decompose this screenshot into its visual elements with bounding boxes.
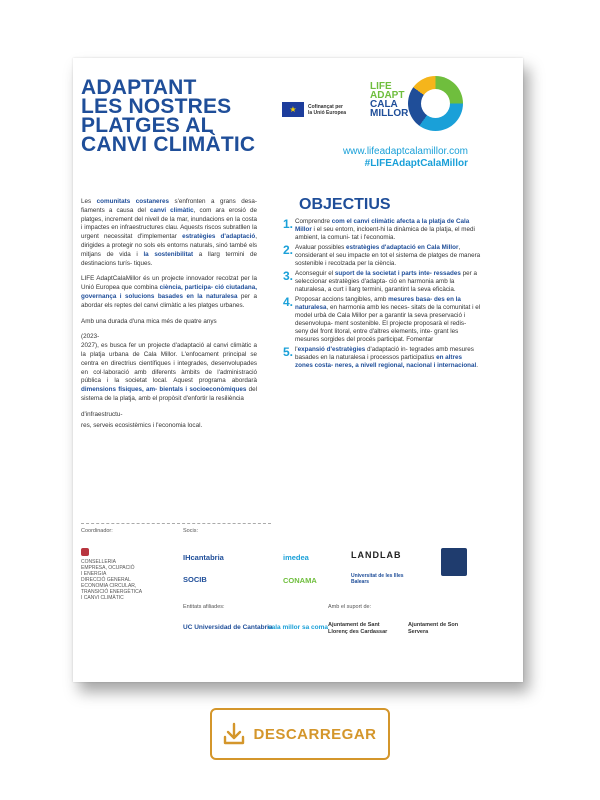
partner-badge-icon	[441, 548, 467, 576]
intro-paragraph: Les comunitats costaneres s'enfronten a grans desa- fiaments a causa del canvi climàtic, com ara erosió de platges, increment del nivell de la mar, inundacions en la costa i impactes en infraestructures clau. Aquests riscos subratllen la urgent necessitat d'implementar estratègies d'adaptació, dirigides a protegir no sols els entorns naturals, sinó també els mitjans de vida i la sostenibilitat a llarg termini de destinacions turís- tiques.	[81, 198, 258, 267]
intro-text	[81, 198, 257, 437]
objective-item: 1. Comprendre com el canvi climàtic afecta a la platja de Cala Millor i el seu entorn, incloent-hi la dinàmica de la platja, el medi ambient, la comuni- tat i l'economia.	[283, 217, 475, 241]
objective-item: 2. Avaluar possibles estratègies d'adaptació en Cala Millor, considerant el seu impacte en tot el sistema de platges de manera sostenible i recolzada per la ciència.	[283, 243, 481, 267]
intro-paragraph: Amb una durada d'una mica més de quatre anys	[81, 317, 217, 325]
partner-logo: IHcantabria	[183, 553, 224, 562]
partner-logo: Universitat de les Illes Balears	[351, 573, 404, 585]
intro-paragraph: d'infraestructu-	[81, 410, 123, 418]
govern-balear-icon	[81, 548, 89, 556]
contact-info	[343, 146, 468, 170]
partner-logo: imedea	[283, 553, 309, 562]
objective-item: 3. Aconseguir el suport de la societat i parts inte- ressades per a seleccionar estratègies d'adapta- ció en harmonia amb la naturalesa, a curt i llarg termini, garantint la seva eficàcia.	[283, 269, 477, 293]
eu-funding-logo: ★ Cofinançat per la Unió Europea	[282, 102, 346, 117]
partner-logo: CONAMA	[283, 576, 317, 585]
document-preview	[73, 58, 523, 682]
objectives-list	[283, 218, 481, 372]
support-logo: Ajuntament de Son Servera	[408, 622, 459, 635]
support-label: Amb el suport de:	[328, 604, 372, 610]
affiliate-logo: cala millor sa coma	[268, 624, 328, 631]
affiliate-logo: Ajuntament de Sant Llorenç des Cardassar	[328, 622, 388, 635]
page-title: ADAPTANT LES NOSTRES PLATGES AL CANVI CLIMÀTIC	[81, 76, 256, 156]
affiliates-label: Entitats afiliades:	[183, 604, 225, 610]
download-icon	[223, 722, 245, 746]
eu-flag-icon: ★	[282, 102, 304, 117]
life-adapt-circle-icon	[408, 76, 463, 131]
partner-logo: SOCIB	[183, 575, 207, 584]
intro-paragraph: (2023-	[81, 333, 100, 341]
partners-label: Socis:	[183, 528, 198, 534]
life-adapt-logo: LIFE ADAPT CALA MILLOR	[370, 81, 409, 119]
objective-item: 4. Proposar accions tangibles, amb mesures basa- des en la naturalesa, en harmonia amb les neces- sitats de la comunitat i el model urbà de Cala Millor per a garantir la seva preservació i desenvolupa- ment sostenible. El projecte proposarà el redis- seny del front litoral, entre d'altres elements, inte- grant les mesures sorgides del procés participat. Fomentar	[283, 295, 481, 343]
objective-item: 5. l'expansió d'estratègies d'adaptació in- tegrades amb mesures basades en la naturalesa i processos participatius en altres zones costa- neres, a nivell regional, nacional i internacional.	[283, 345, 479, 369]
download-button[interactable]	[210, 708, 390, 760]
partner-logo: LANDLAB	[351, 550, 402, 560]
download-button-label: DESCARREGAR	[253, 725, 377, 743]
hashtag: #LIFEAdaptCalaMillor	[364, 158, 468, 169]
intro-paragraph: LIFE AdaptCalaMillor és un projecte innovador recolzat per la Unió Europea que combina ciència, participa- ció ciutadana, governança i solucions basades en la naturalesa per a abordar els reptes del canvi climàtic a les platges urbanes.	[81, 275, 258, 309]
coordinator-logo: CONSELLERIA EMPRESA, OCUPACIÓ I ENERGIA DIRECCIÓ GENERAL ECONOMIA CIRCULAR, TRANSICIÓ ENERGÈTICA I CANVI CLIMÀTIC	[81, 548, 142, 601]
website-link[interactable]: www.lifeadaptcalamillor.com	[342, 146, 468, 157]
intro-paragraph: res, serveis ecosistèmics i l'economia local.	[81, 421, 203, 429]
coordinator-label: Coordinador:	[81, 528, 113, 534]
intro-paragraph: 2027), es busca fer un projecte d'adaptació al canvi climàtic a la platja urbana de Cala Millor. L'enfocament principal se centra en directrius científiques i integrades, desenvolupades en col·laboració amb diferents àmbits de l'administració pública i la societat local. Aquest programa abordarà dimensions físiques, am- bientals i socioeconòmiques del sistema de la platja, amb el propòsit d'enfortir la resiliència	[81, 342, 258, 402]
affiliate-logo: UC Universidad de Cantabria	[183, 624, 273, 631]
footer-divider	[81, 523, 271, 524]
objectives-heading: OBJECTIUS	[299, 196, 391, 213]
